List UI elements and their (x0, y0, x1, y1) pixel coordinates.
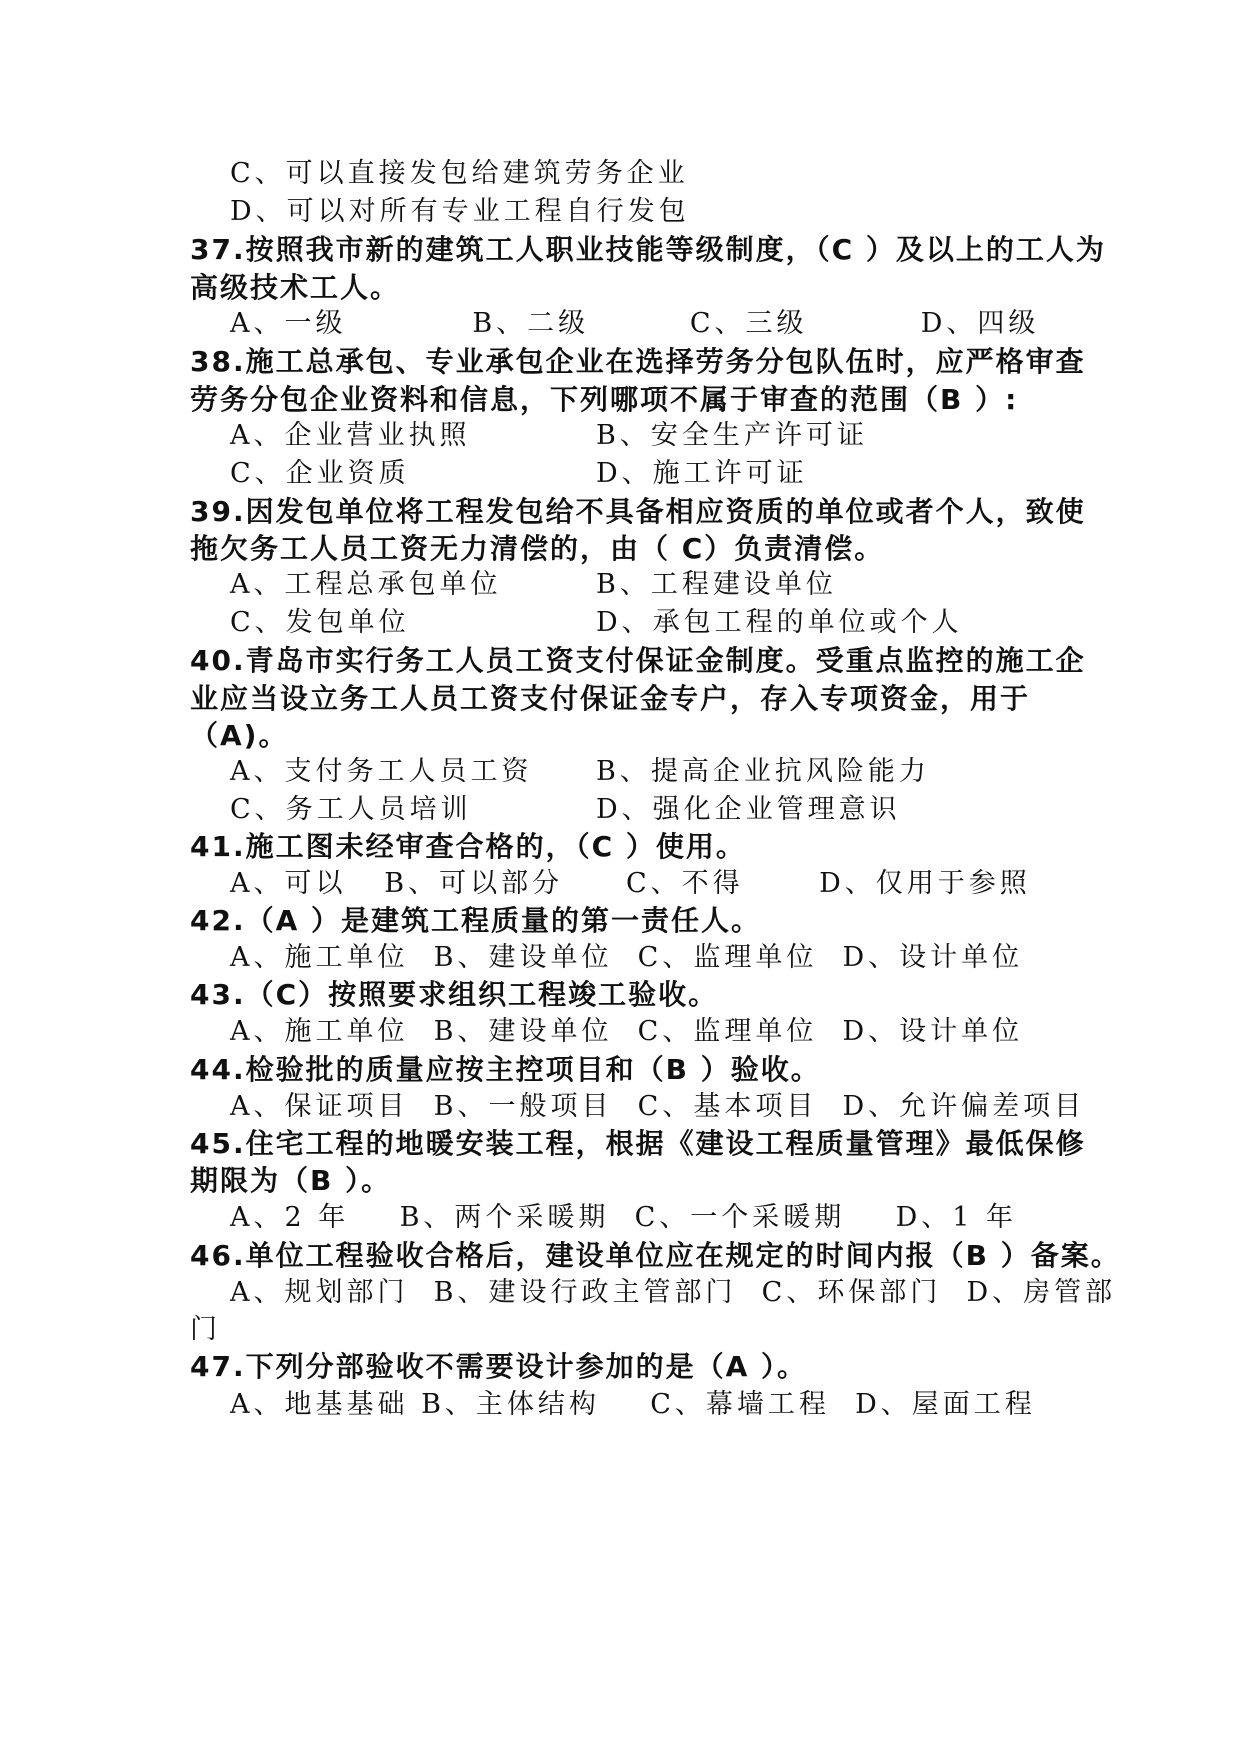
q46-options: A、规划部门 B、建设行政主管部门 C、环保部门 D、房管部 (230, 1277, 1117, 1308)
q40-option-d: D、强化企业管理意识 (596, 794, 901, 825)
q39-option-d: D、承包工程的单位或个人 (596, 607, 963, 638)
q45-text-line-2: 期限为（B ）。 (190, 1164, 392, 1197)
q38-option-a: A、企业营业执照 (230, 420, 471, 451)
q47-options: A、地基基础 B、主体结构 C、幕墙工程 D、屋面工程 (230, 1389, 1036, 1420)
q43-options: A、施工单位 B、建设单位 C、监理单位 D、设计单位 (230, 1016, 1024, 1047)
q37-text-line-1: 37.按照我市新的建筑工人职业技能等级制度，（C ）及以上的工人为 (190, 233, 1106, 266)
q41-options: A、可以 B、可以部分 C、不得 D、仅用于参照 (230, 868, 1031, 899)
q40-text-line-1: 40.青岛市实行务工人员工资支付保证金制度。受重点监控的施工企 (190, 644, 1086, 677)
q40-text-line-3: （A)。 (190, 719, 289, 752)
q38-option-c: C、企业资质 (230, 458, 410, 489)
q37-options: A、一级 B、二级 C、三级 D、四级 (230, 308, 1040, 339)
q39-text-line-1: 39.因发包单位将工程发包给不具备相应资质的单位或者个人，致使 (190, 495, 1086, 528)
q40-option-a: A、支付务工人员工资 (230, 756, 533, 787)
q44-options: A、保证项目 B、一般项目 C、基本项目 D、允许偏差项目 (230, 1091, 1086, 1122)
q39-text-line-2: 拖欠务工人员工资无力清偿的，由（ C）负责清偿。 (190, 532, 885, 565)
q40-option-c: C、务工人员培训 (230, 794, 472, 825)
q39-option-a: A、工程总承包单位 (230, 569, 502, 600)
q38-option-d: D、施工许可证 (596, 458, 808, 489)
q36-option-d: D、可以对所有专业工程自行发包 (230, 196, 690, 227)
q45-text-line-1: 45.住宅工程的地暖安装工程，根据《建设工程质量管理》最低保修 (190, 1127, 1086, 1160)
q38-text-line-2: 劳务分包企业资料和信息，下列哪项不属于审查的范围（B ）: (190, 383, 1019, 416)
q46-options-wrap: 门 (190, 1314, 221, 1345)
q45-options: A、2 年 B、两个采暖期 C、一个采暖期 D、1 年 (230, 1202, 1017, 1233)
q41-text: 41.施工图未经审查合格的，（C ）使用。 (190, 830, 746, 863)
q42-options: A、施工单位 B、建设单位 C、监理单位 D、设计单位 (230, 942, 1024, 973)
q37-text-line-2: 高级技术工人。 (190, 271, 401, 304)
q42-text: 42.（A ）是建筑工程质量的第一责任人。 (190, 904, 762, 937)
q39-option-c: C、发包单位 (230, 607, 410, 638)
q38-option-b: B、安全生产许可证 (596, 420, 868, 451)
q38-text-line-1: 38.施工总承包、专业承包企业在选择劳务分包队伍时，应严格审查 (190, 345, 1086, 378)
q39-option-b: B、工程建设单位 (596, 569, 837, 600)
q40-option-b: B、提高企业抗风险能力 (596, 756, 930, 787)
q40-text-line-2: 业应当设立务工人员工资支付保证金专户，存入专项资金，用于 (190, 682, 1031, 715)
q43-text: 43.（C）按照要求组织工程竣工验收。 (190, 978, 719, 1011)
q36-option-c: C、可以直接发包给建筑劳务企业 (230, 158, 689, 189)
q44-text: 44.检验批的质量应按主控项目和（B ）验收。 (190, 1053, 821, 1086)
q47-text: 47.下列分部验收不需要设计参加的是（A ）。 (190, 1350, 808, 1383)
q46-text: 46.单位工程验收合格后，建设单位应在规定的时间内报（B ）备案。 (190, 1239, 1121, 1272)
